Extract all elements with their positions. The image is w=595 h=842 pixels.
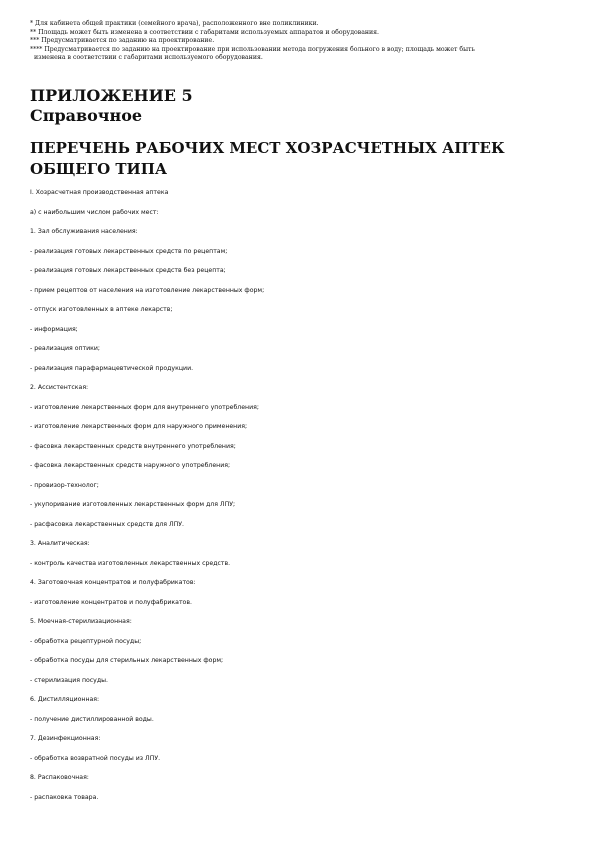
list-item: 7. Дезинфекционная: xyxy=(30,735,101,742)
list-item: - стерилизация посуды. xyxy=(30,676,108,684)
list-item: - получение дистиллированной воды. xyxy=(30,715,154,723)
list-item: 8. Распаковочная: xyxy=(30,774,89,781)
list-item: I. Хозрасчетная производственная аптека xyxy=(30,189,169,196)
list-item: 2. Ассистентская: xyxy=(30,384,89,391)
list-item: - провизор-технолог; xyxy=(30,481,99,489)
list-item: - фасовка лекарственных средств внутреннего употребления; xyxy=(30,442,236,450)
list-item: 1. Зал обслуживания населения: xyxy=(30,228,138,235)
document-heading: ПЕРЕЧЕНЬ РАБОЧИХ МЕСТ ХОЗРАСЧЕТНЫХ АПТЕК ОБЩЕГО ТИПА xyxy=(30,139,505,178)
workplace-list xyxy=(30,189,570,813)
list-item: - контроль качества изготовленных лекарственных средств. xyxy=(30,559,231,567)
list-item: - изготовление лекарственных форм для наружного применения; xyxy=(30,423,248,430)
footnotes xyxy=(30,20,570,63)
list-item: - реализация готовых лекарственных средств без рецепта; xyxy=(30,267,226,274)
footnote-1: * Для кабинета общей практики (семейного врача), расположенного вне поликлиники. xyxy=(30,20,319,27)
list-item: - обработка рецептурной посуды; xyxy=(30,637,142,645)
footnote-4: **** Предусматривается по заданию на проектирование при использовании метода погружения больного в воду; площадь может быть xyxy=(30,45,475,53)
list-item: 4. Заготовочная концентратов и полуфабрикатов: xyxy=(30,579,196,586)
list-item: - укупоривание изготовленных лекарственных форм для ЛПУ; xyxy=(30,501,236,508)
appendix-header xyxy=(30,86,193,126)
list-item: - информация; xyxy=(30,325,78,333)
footnote-2: ** Площадь может быть изменена в соответствии с габаритами используемых аппаратов и оборудования. xyxy=(30,28,380,36)
list-item: - изготовление концентратов и полуфабрикатов. xyxy=(30,598,192,606)
list-item: - обработка посуды для стерильных лекарственных форм; xyxy=(30,657,224,664)
footnote-3: *** Предусматривается по заданию на проектирование. xyxy=(30,37,215,45)
list-item: - прием рецептов от населения на изготовление лекарственных форм; xyxy=(30,286,265,294)
list-item: 3. Аналитическая: xyxy=(30,540,90,547)
footnote-4-continuation: изменена в соответствии с габаритами используемого оборудования. xyxy=(34,54,263,62)
list-item: - реализация парафармацевтической продукции. xyxy=(30,364,194,372)
list-item: - реализация оптики; xyxy=(30,345,101,352)
list-item: - расфасовка лекарственных средств для ЛПУ. xyxy=(30,520,185,528)
list-item: - изготовление лекарственных форм для внутреннего употребления; xyxy=(30,403,259,411)
list-item: 6. Дистилляционная: xyxy=(30,696,100,703)
list-item: - реализация готовых лекарственных средств по рецептам; xyxy=(30,247,228,255)
appendix-title: ПРИЛОЖЕНИЕ 5 xyxy=(30,86,193,105)
list-item: - отпуск изготовленных в аптеке лекарств; xyxy=(30,306,173,313)
list-item: - распаковка товара. xyxy=(30,793,99,801)
list-item: а) с наибольшим числом рабочих мест: xyxy=(30,208,159,216)
list-item: - фасовка лекарственных средств наружного употребления; xyxy=(30,462,231,469)
list-item: 5. Моечная-стерилизационная: xyxy=(30,618,132,625)
appendix-subtitle: Справочное xyxy=(30,106,143,125)
list-item: - обработка возвратной посуды из ЛПУ. xyxy=(30,754,161,762)
